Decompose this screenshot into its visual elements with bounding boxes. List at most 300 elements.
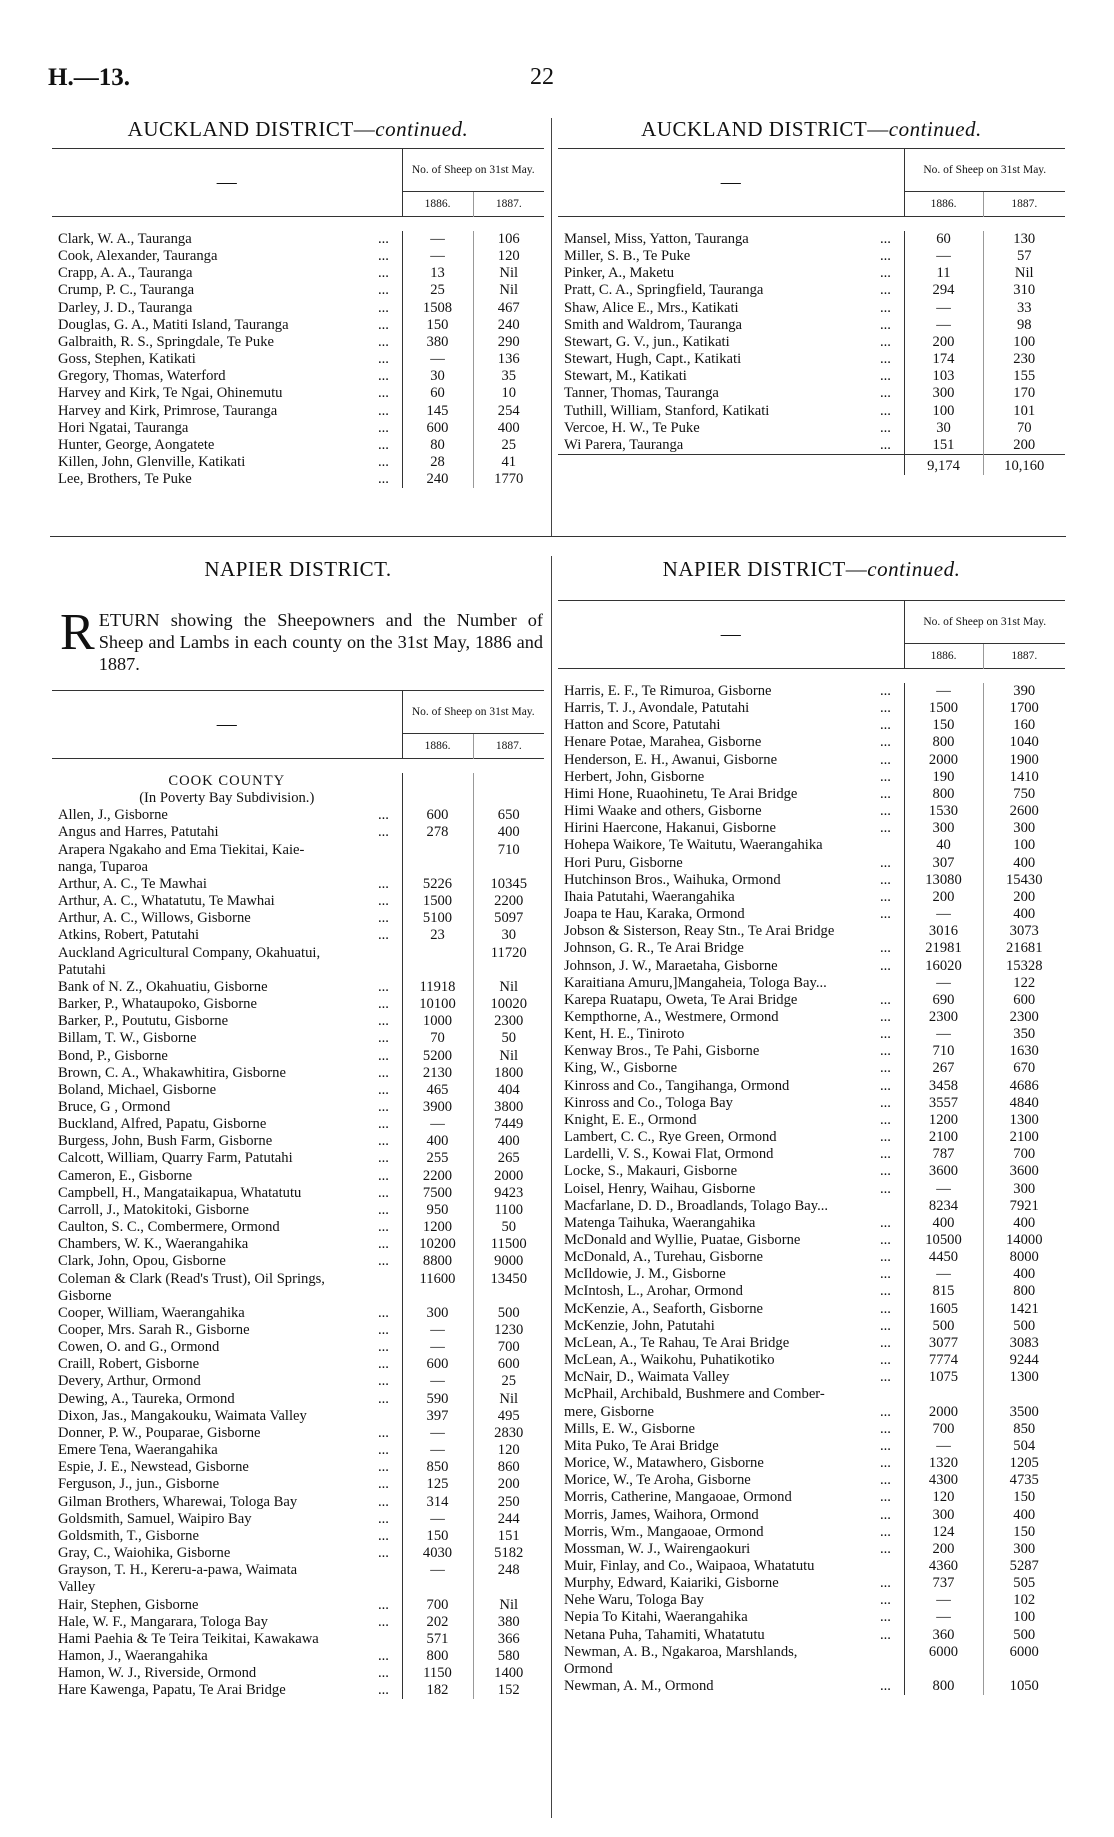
table-row [558,265,1065,282]
sheep-1886: 800 [904,734,983,751]
table-row [52,910,544,927]
leader-dots: ... [880,419,891,436]
leader-dots: ... [378,402,389,419]
leader-dots: ... [880,1403,891,1420]
sheep-1887: 400 [473,1133,544,1150]
sheep-1886: 950 [402,1202,473,1219]
sheep-1887: 670 [983,1060,1065,1077]
sheep-1887: 400 [983,855,1065,872]
sheep-1886: 3458 [904,1078,983,1095]
napier-intro-paragraph [60,604,543,675]
header-year-1887: 1887. [983,192,1065,217]
auckland-right-column-header [558,148,1065,217]
sheep-1886 [904,1386,983,1403]
table-row [52,893,544,910]
leader-dots: ... [880,1266,891,1283]
sheep-1886: 60 [402,385,473,402]
sheep-1887: 244 [473,1511,544,1528]
sheep-1887: 200 [473,1476,544,1493]
table-row [52,996,544,1013]
owner-name: Hare Kawenga, Papatu, Te Arai Bridge [58,1682,286,1699]
napier-right-heading: NAPIER DISTRICT—continued. [662,557,961,581]
owner-name: McIntosh, L., Arohar, Ormond [564,1283,743,1300]
owner-name: McDonald, A., Turehau, Gisborne [564,1249,764,1266]
table-row [52,1373,544,1390]
sheep-1886: 4030 [402,1545,473,1562]
owner-name: Tanner, Thomas, Tauranga [564,385,719,402]
sheep-1886: 5226 [402,876,473,893]
table-row [52,876,544,893]
sheep-1887: 1400 [473,1665,544,1682]
leader-dots [378,842,402,859]
leader-dots: ... [378,1424,389,1441]
sheep-1886: 600 [402,807,473,824]
sheep-1886: 267 [904,1060,983,1077]
leader-dots: ... [378,893,389,910]
sheep-1887: 230 [983,351,1065,368]
table-row [558,752,1065,769]
leader-dots: ... [378,299,389,316]
header-year-1886: 1886. [904,644,983,669]
sheep-1886: 400 [904,1215,983,1232]
header-year-1886: 1886. [904,192,983,217]
leader-dots: ... [378,1219,389,1236]
sheep-1887: 290 [473,334,544,351]
sheep-1887: 600 [983,992,1065,1009]
owner-name: Karaitiana Amuru,]Mangaheia, Tologa Bay... [564,974,827,991]
sheep-1886: 182 [402,1682,473,1699]
table-row [52,1099,544,1116]
table-row [558,734,1065,751]
owner-name: McDonald and Wyllie, Puatae, Gisborne [564,1232,801,1248]
owner-name: Nepia To Kitahi, Waerangahika [564,1609,748,1626]
sheep-1886: — [904,317,983,334]
sheep-1886: 70 [402,1030,473,1047]
table-row [52,300,544,317]
sheep-1887 [473,1288,544,1305]
leader-dots: ... [378,1613,389,1630]
sheep-1886: — [904,975,983,992]
sheep-1886: 294 [904,282,983,299]
owner-name: Goldsmith, T., Gisborne [58,1527,199,1544]
sheep-1886: 300 [904,820,983,837]
sheep-1887: 505 [983,1575,1065,1592]
sheep-1887: 50 [473,1219,544,1236]
header-year-1886: 1886. [402,192,473,217]
table-row [558,1112,1065,1129]
sheep-1887: 8000 [983,1249,1065,1266]
table-row [52,1322,544,1339]
sheep-1887: 750 [983,786,1065,803]
sheep-1886 [402,842,473,859]
table-row [52,1665,544,1682]
napier-left-heading: NAPIER DISTRICT. [204,557,392,581]
owner-name: Lambert, C. C., Rye Green, Ormond [564,1129,777,1146]
leader-dots: ... [880,1523,891,1540]
table-row [52,1168,544,1185]
owner-name: Hunter, George, Aongatete [58,436,215,453]
owner-name: Goss, Stephen, Katikati [58,351,196,368]
sheep-1886: — [904,683,983,700]
owner-name: Hutchinson Bros., Waihuka, Ormond [564,871,781,888]
leader-dots: ... [880,1352,891,1369]
sheep-1887: 122 [983,975,1065,992]
owner-name: Hatton and Score, Patutahi [564,717,721,734]
sheep-1886: 1500 [402,893,473,910]
leader-dots: ... [880,1249,891,1266]
sheep-1887: 1630 [983,1043,1065,1060]
owner-name: Emere Tena, Waerangahika [58,1442,218,1459]
header-dash: — [216,171,237,193]
owner-name: Goldsmith, Samuel, Waipiro Bay [58,1510,252,1527]
table-row [558,1438,1065,1455]
owner-name: Hohepa Waikore, Te Waitutu, Waerangahika [564,837,823,854]
napier-left-column-header [52,690,544,759]
table-row [52,1648,544,1665]
owner-name: Himi Waake and others, Gisborne [564,803,762,820]
table-row [52,334,544,351]
subdivision-heading-1886 [402,790,473,807]
page-identifier: H.—13. [48,64,130,91]
table-row [52,1528,544,1545]
sheep-1887: 100 [983,1609,1065,1626]
leader-dots: ... [378,1081,389,1098]
sheep-1886: 16020 [904,958,983,975]
table-row [558,1060,1065,1077]
sheep-1886: 23 [402,927,473,944]
sheep-1887: 14000 [983,1232,1065,1249]
sheep-1887: 5287 [983,1558,1065,1575]
table-row [558,1009,1065,1026]
owner-name: Cameron, E., Gisborne [58,1167,193,1184]
sheep-1887: 400 [983,906,1065,923]
leader-dots: ... [378,1510,389,1527]
sheep-1886: 400 [402,1133,473,1150]
sheep-1887: 1230 [473,1322,544,1339]
sheep-1887: 106 [473,231,544,248]
owner-name: McNair, D., Waimata Valley [564,1369,730,1386]
header-caption: No. of Sheep on 31st May. [402,149,544,192]
leader-dots: ... [880,1455,891,1472]
table-row [558,923,1065,940]
sheep-1887: 400 [983,1507,1065,1524]
sheep-1886 [402,962,473,979]
sheep-1886 [402,859,473,876]
sheep-1886: — [904,248,983,265]
sheep-1886: 60 [904,231,983,248]
subdivision-heading-1887 [473,790,544,807]
leader-dots: ... [378,1064,389,1081]
sheep-1887 [473,1579,544,1596]
leader-dots: ... [880,1437,891,1454]
owner-name: Murphy, Edward, Kaiariki, Gisborne [564,1575,779,1592]
sheep-1887: 500 [983,1318,1065,1335]
table-row [52,1631,544,1648]
sheep-1887: 2000 [473,1168,544,1185]
leader-dots: ... [378,1647,389,1664]
table-row [558,1318,1065,1335]
table-row [52,1494,544,1511]
sheep-1886: — [402,1511,473,1528]
table-row [52,265,544,282]
leader-dots: ... [378,231,389,247]
sheep-1886 [402,945,473,962]
sheep-1886: 151 [904,437,983,455]
leader-dots [880,1198,904,1215]
owner-name: Grayson, T. H., Kereru-a-pawa, Waimata [58,1562,298,1579]
sheep-1886: 1605 [904,1301,983,1318]
owner-name: Dewing, A., Taureka, Ormond [58,1390,235,1407]
sheep-1887: 10020 [473,996,544,1013]
leader-dots: ... [880,1163,891,1180]
sheep-1887: 120 [473,1442,544,1459]
leader-dots: ... [378,1047,389,1064]
sheep-1887: 101 [983,403,1065,420]
owner-name: Carroll, J., Matokitoki, Gisborne [58,1201,249,1218]
sheep-1887: 4840 [983,1095,1065,1112]
leader-dots: ... [880,1317,891,1334]
owner-name: Wi Parera, Tauranga [564,436,684,453]
sheep-1887: 25 [473,1373,544,1390]
sheep-1887: 151 [473,1528,544,1545]
owner-name: Stewart, M., Katikati [564,368,687,385]
section-divider [50,536,1066,537]
table-row [52,317,544,334]
owner-name: Arthur, A. C., Te Mawhai [58,875,207,892]
table-row [52,1597,544,1614]
leader-dots: ... [880,351,891,368]
sheep-1886: 1200 [402,1219,473,1236]
owner-name: Atkins, Robert, Patutahi [58,927,200,944]
leader-dots: ... [378,471,389,488]
leader-dots: ... [378,248,389,265]
leader-dots: ... [880,1232,891,1248]
leader-dots: ... [378,927,389,944]
owner-name: Henderson, E. H., Awanui, Gisborne [564,751,778,768]
table-row [558,1146,1065,1163]
table-row [52,979,544,996]
owner-name: Shaw, Alice E., Mrs., Katikati [564,299,739,316]
sheep-1886: 3557 [904,1095,983,1112]
owner-name: mere, Gisborne [564,1403,654,1420]
column-divider-top [551,118,552,536]
sheep-1887: 300 [983,1541,1065,1558]
table-row [558,317,1065,334]
leader-dots: ... [378,1133,389,1150]
owner-name: McIldowie, J. M., Gisborne [564,1266,726,1283]
table-row [558,1455,1065,1472]
leader-dots: ... [378,436,389,453]
sheep-1887: 400 [473,420,544,437]
leader-dots: ... [880,803,891,820]
leader-dots: ... [880,871,891,888]
leader-dots: ... [378,978,389,995]
sheep-1886: 571 [402,1631,473,1648]
intro-dropcap: R [60,604,95,661]
header-caption: No. of Sheep on 31st May. [402,691,544,734]
sheep-1886: — [402,1425,473,1442]
sheep-1887: 160 [983,717,1065,734]
sheep-1887 [473,859,544,876]
sheep-1886: 397 [402,1408,473,1425]
owner-name: Kinross and Co., Tangihanga, Ormond [564,1077,790,1094]
leader-dots: ... [880,1575,891,1592]
sheep-1886 [904,1661,983,1678]
table-row [558,1507,1065,1524]
auckland-left-table [52,231,544,488]
sheep-1887: 2600 [983,803,1065,820]
owner-name: Mossman, W. J., Wairengaokuri [564,1540,751,1557]
table-row [52,248,544,265]
sheep-1886: 1508 [402,300,473,317]
leader-dots: ... [378,333,389,350]
sheep-1886: 200 [904,334,983,351]
owner-name: Chambers, W. K., Waerangahika [58,1236,249,1253]
leader-dots: ... [880,1180,891,1197]
sheep-1886: — [402,1322,473,1339]
sheep-1886: — [402,1442,473,1459]
owner-name: Knight, E. E., Ormond [564,1111,697,1128]
sheep-1886: — [904,1266,983,1283]
table-row [558,837,1065,854]
sheep-1886: 10500 [904,1232,983,1249]
table-row [52,1459,544,1476]
sheep-1887: 250 [473,1494,544,1511]
leader-dots: ... [880,333,891,350]
owner-name: Hori Puru, Gisborne [564,854,683,871]
sheep-1887: 13450 [473,1271,544,1288]
sheep-1887: 30 [473,927,544,944]
owner-name: Pinker, A., Maketu [564,265,675,282]
table-row [558,1198,1065,1215]
leader-dots: ... [880,991,891,1008]
owner-name: Pratt, C. A., Springfield, Tauranga [564,282,764,299]
owner-name: Stewart, G. V., jun., Katikati [564,333,730,350]
table-row [52,1442,544,1459]
owner-name: Galbraith, R. S., Springdale, Te Puke [58,333,274,350]
leader-dots: ... [880,1026,891,1043]
sheep-1887: 102 [983,1592,1065,1609]
table-row [558,385,1065,402]
table-row [52,962,544,979]
owner-name: Morris, Catherine, Mangaoae, Ormond [564,1489,792,1506]
sheep-1887: 170 [983,385,1065,402]
owner-name: Burgess, John, Bush Farm, Gisborne [58,1133,273,1150]
sheep-1887: 136 [473,351,544,368]
sheep-1886: 150 [402,1528,473,1545]
sheep-1886: 600 [402,420,473,437]
table-row [52,1116,544,1133]
table-row [52,945,544,962]
table-row [558,683,1065,700]
table-row [558,420,1065,437]
sheep-1886: — [402,1116,473,1133]
county-heading-row [52,773,544,790]
sheep-1887: 5182 [473,1545,544,1562]
sheep-1887: 9244 [983,1352,1065,1369]
sheep-1886: 145 [402,403,473,420]
table-row [558,1421,1065,1438]
leader-dots [880,1644,904,1661]
leader-dots [378,1631,402,1648]
owner-name: Mansel, Miss, Yatton, Tauranga [564,231,749,247]
leader-dots: ... [880,940,891,957]
sheep-1886: 737 [904,1575,983,1592]
leader-dots: ... [880,1540,891,1557]
leader-dots: ... [880,1146,891,1163]
sheep-1887: 5097 [473,910,544,927]
total-1887: 10,160 [983,455,1065,476]
table-row [52,1562,544,1579]
table-row [52,471,544,488]
table-row [558,1386,1065,1403]
sheep-1886: 1200 [904,1112,983,1129]
sheep-1886: 7774 [904,1352,983,1369]
sheep-1886: 174 [904,351,983,368]
owner-name: Douglas, G. A., Matiti Island, Tauranga [58,316,289,333]
sheep-1886: 1500 [904,700,983,717]
napier-left-table-wrap [52,690,544,1699]
owner-name: Herbert, John, Gisborne [564,768,705,785]
sheep-1887: 35 [473,368,544,385]
sheep-1887: 33 [983,300,1065,317]
leader-dots: ... [880,1334,891,1351]
table-row [558,906,1065,923]
leader-dots: ... [880,888,891,905]
sheep-1887: 21681 [983,940,1065,957]
table-row [52,1133,544,1150]
leader-dots [880,923,904,940]
table-row [52,1150,544,1167]
owner-name: Miller, S. B., Te Puke [564,248,691,265]
sheep-1887: 3083 [983,1335,1065,1352]
sheep-1887: Nil [473,979,544,996]
owner-name: Henare Potae, Marahea, Gisborne [564,734,762,751]
owner-name: Crapp, A. A., Tauranga [58,265,193,282]
owner-name: Himi Hone, Ruaohinetu, Te Arai Bridge [564,785,798,802]
table-row [52,1356,544,1373]
auckland-left-column-header [52,148,544,217]
table-row [52,1048,544,1065]
sheep-1887: 366 [473,1631,544,1648]
owner-name: Cooper, William, Waerangahika [58,1304,245,1321]
owner-name: Arapera Ngakaho and Ema Tiekitai, Kaie- [58,841,305,858]
sheep-1887: Nil [473,282,544,299]
leader-dots: ... [378,1167,389,1184]
header-year-1887: 1887. [473,192,544,217]
leader-dots: ... [378,1665,389,1682]
sheep-1887: 152 [473,1682,544,1699]
table-row [558,403,1065,420]
sheep-1886: — [402,1339,473,1356]
sheep-1887: Nil [473,1048,544,1065]
owner-name: Coleman & Clark (Read's Trust), Oil Springs, [58,1270,325,1287]
table-row [52,1391,544,1408]
table-row [558,1524,1065,1541]
leader-dots: ... [880,957,891,974]
owner-name: Cooper, Mrs. Sarah R., Gisborne [58,1322,250,1338]
owner-name: Harvey and Kirk, Te Ngai, Ohinemutu [58,385,283,402]
owner-name: Macfarlane, D. D., Broadlands, Tolago Bay... [564,1197,829,1214]
sheep-1886: — [402,1373,473,1390]
napier-left-table [52,773,544,1699]
owner-name: Boland, Michael, Gisborne [58,1081,217,1098]
owner-name: Hair, Stephen, Gisborne [58,1596,199,1613]
leader-dots: ... [880,368,891,385]
owner-name: Harris, T. J., Avondale, Patutahi [564,700,750,717]
table-row [52,420,544,437]
leader-dots: ... [378,1459,389,1476]
